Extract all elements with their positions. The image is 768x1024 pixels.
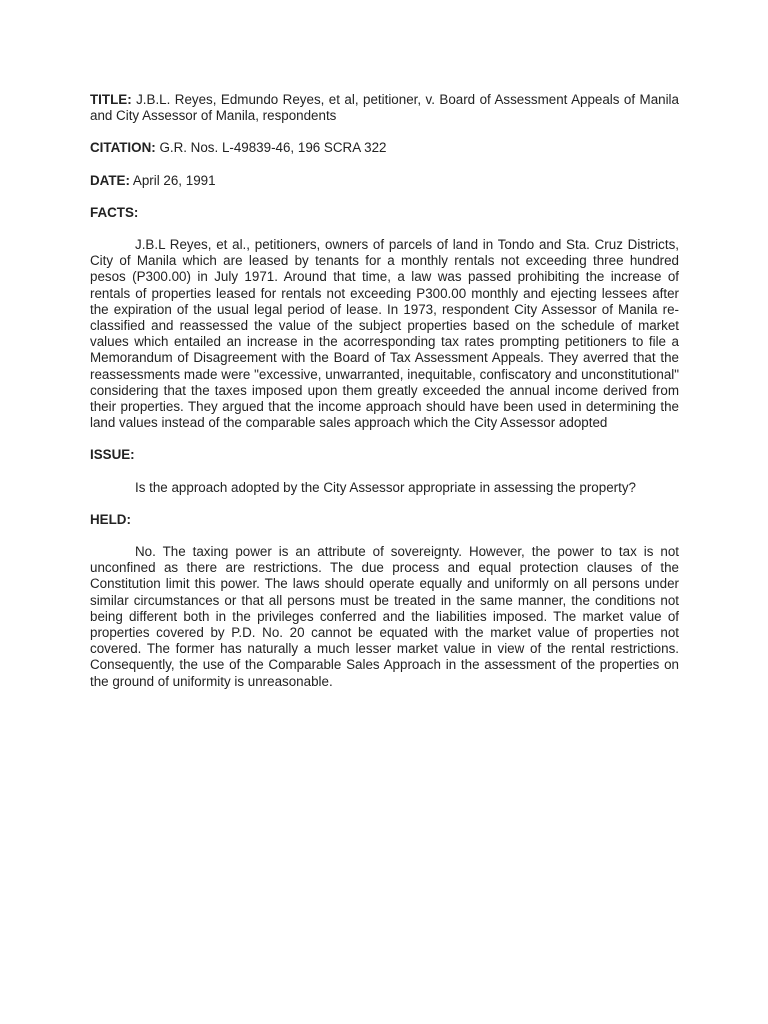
- citation-label: CITATION:: [90, 140, 156, 156]
- issue-paragraph: Is the approach adopted by the City Assessor appropriate in assessing the property?: [135, 479, 636, 495]
- held-heading: HELD:: [90, 511, 131, 527]
- title-label: TITLE:: [90, 92, 132, 107]
- citation-text: G.R. Nos. L-49839-46, 196 SCRA 322: [159, 140, 387, 156]
- citation-field: [90, 140, 679, 156]
- case-digest-page: [90, 92, 679, 706]
- title-field: [90, 92, 679, 124]
- facts-heading: FACTS:: [90, 204, 139, 220]
- facts-paragraph: J.B.L Reyes, et al., petitioners, owners of parcels of land in Tondo and Sta. Cruz Districts, City of Manila which are leased by tenants for a monthly rentals not exceeding three hundred pesos (P300.00) in July 1971. Around that time, a law was passed prohibiting the increase of rentals of properties leased for rentals not exceeding P300.00 monthly and ejecting lessees after the expiration of the usual legal period of lease. In 1973, respondent City Assessor of Manila re-classified and reassessed the value of the subject properties based on the schedule of market values which entailed an increase in the acorresponding tax rates prompting petitioners to file a Memorandum of Disagreement with the Board of Tax Assessment Appeals. They averred that the reassessments made were "excessive, unwarranted, inequitable, confiscatory and unconstitutional" considering that the taxes imposed upon them greatly exceeded the annual income derived from their properties. They argued that the income approach should have been used in determining the land values instead of the comparable sales approach which the City Assessor adopted: [90, 237, 679, 431]
- date-text: April 26, 1991: [132, 172, 216, 188]
- title-text: J.B.L. Reyes, Edmundo Reyes, et al, petitioner, v. Board of Assessment Appeals of Manila and City Assessor of Manila, respondents: [90, 92, 679, 124]
- issue-heading: ISSUE:: [90, 447, 135, 463]
- held-paragraph: No. The taxing power is an attribute of sovereignty. However, the power to tax is not unconfined as there are restrictions. The due process and equal protection clauses of the Constitution limit this power. The laws should operate equally and uniformly on all persons under similar circumstances or that all persons must be treated in the same manner, the conditions not being different both in the privileges conferred and the liabilities imposed. The market value of properties covered by P.D. No. 20 cannot be equated with the market value of properties not covered. The former has naturally a much lesser market value in view of the rental restrictions. Consequently, the use of the Comparable Sales Approach in the assessment of the properties on the ground of uniformity is unreasonable.: [90, 544, 679, 689]
- date-field: [90, 173, 679, 189]
- date-label: DATE:: [90, 172, 130, 188]
